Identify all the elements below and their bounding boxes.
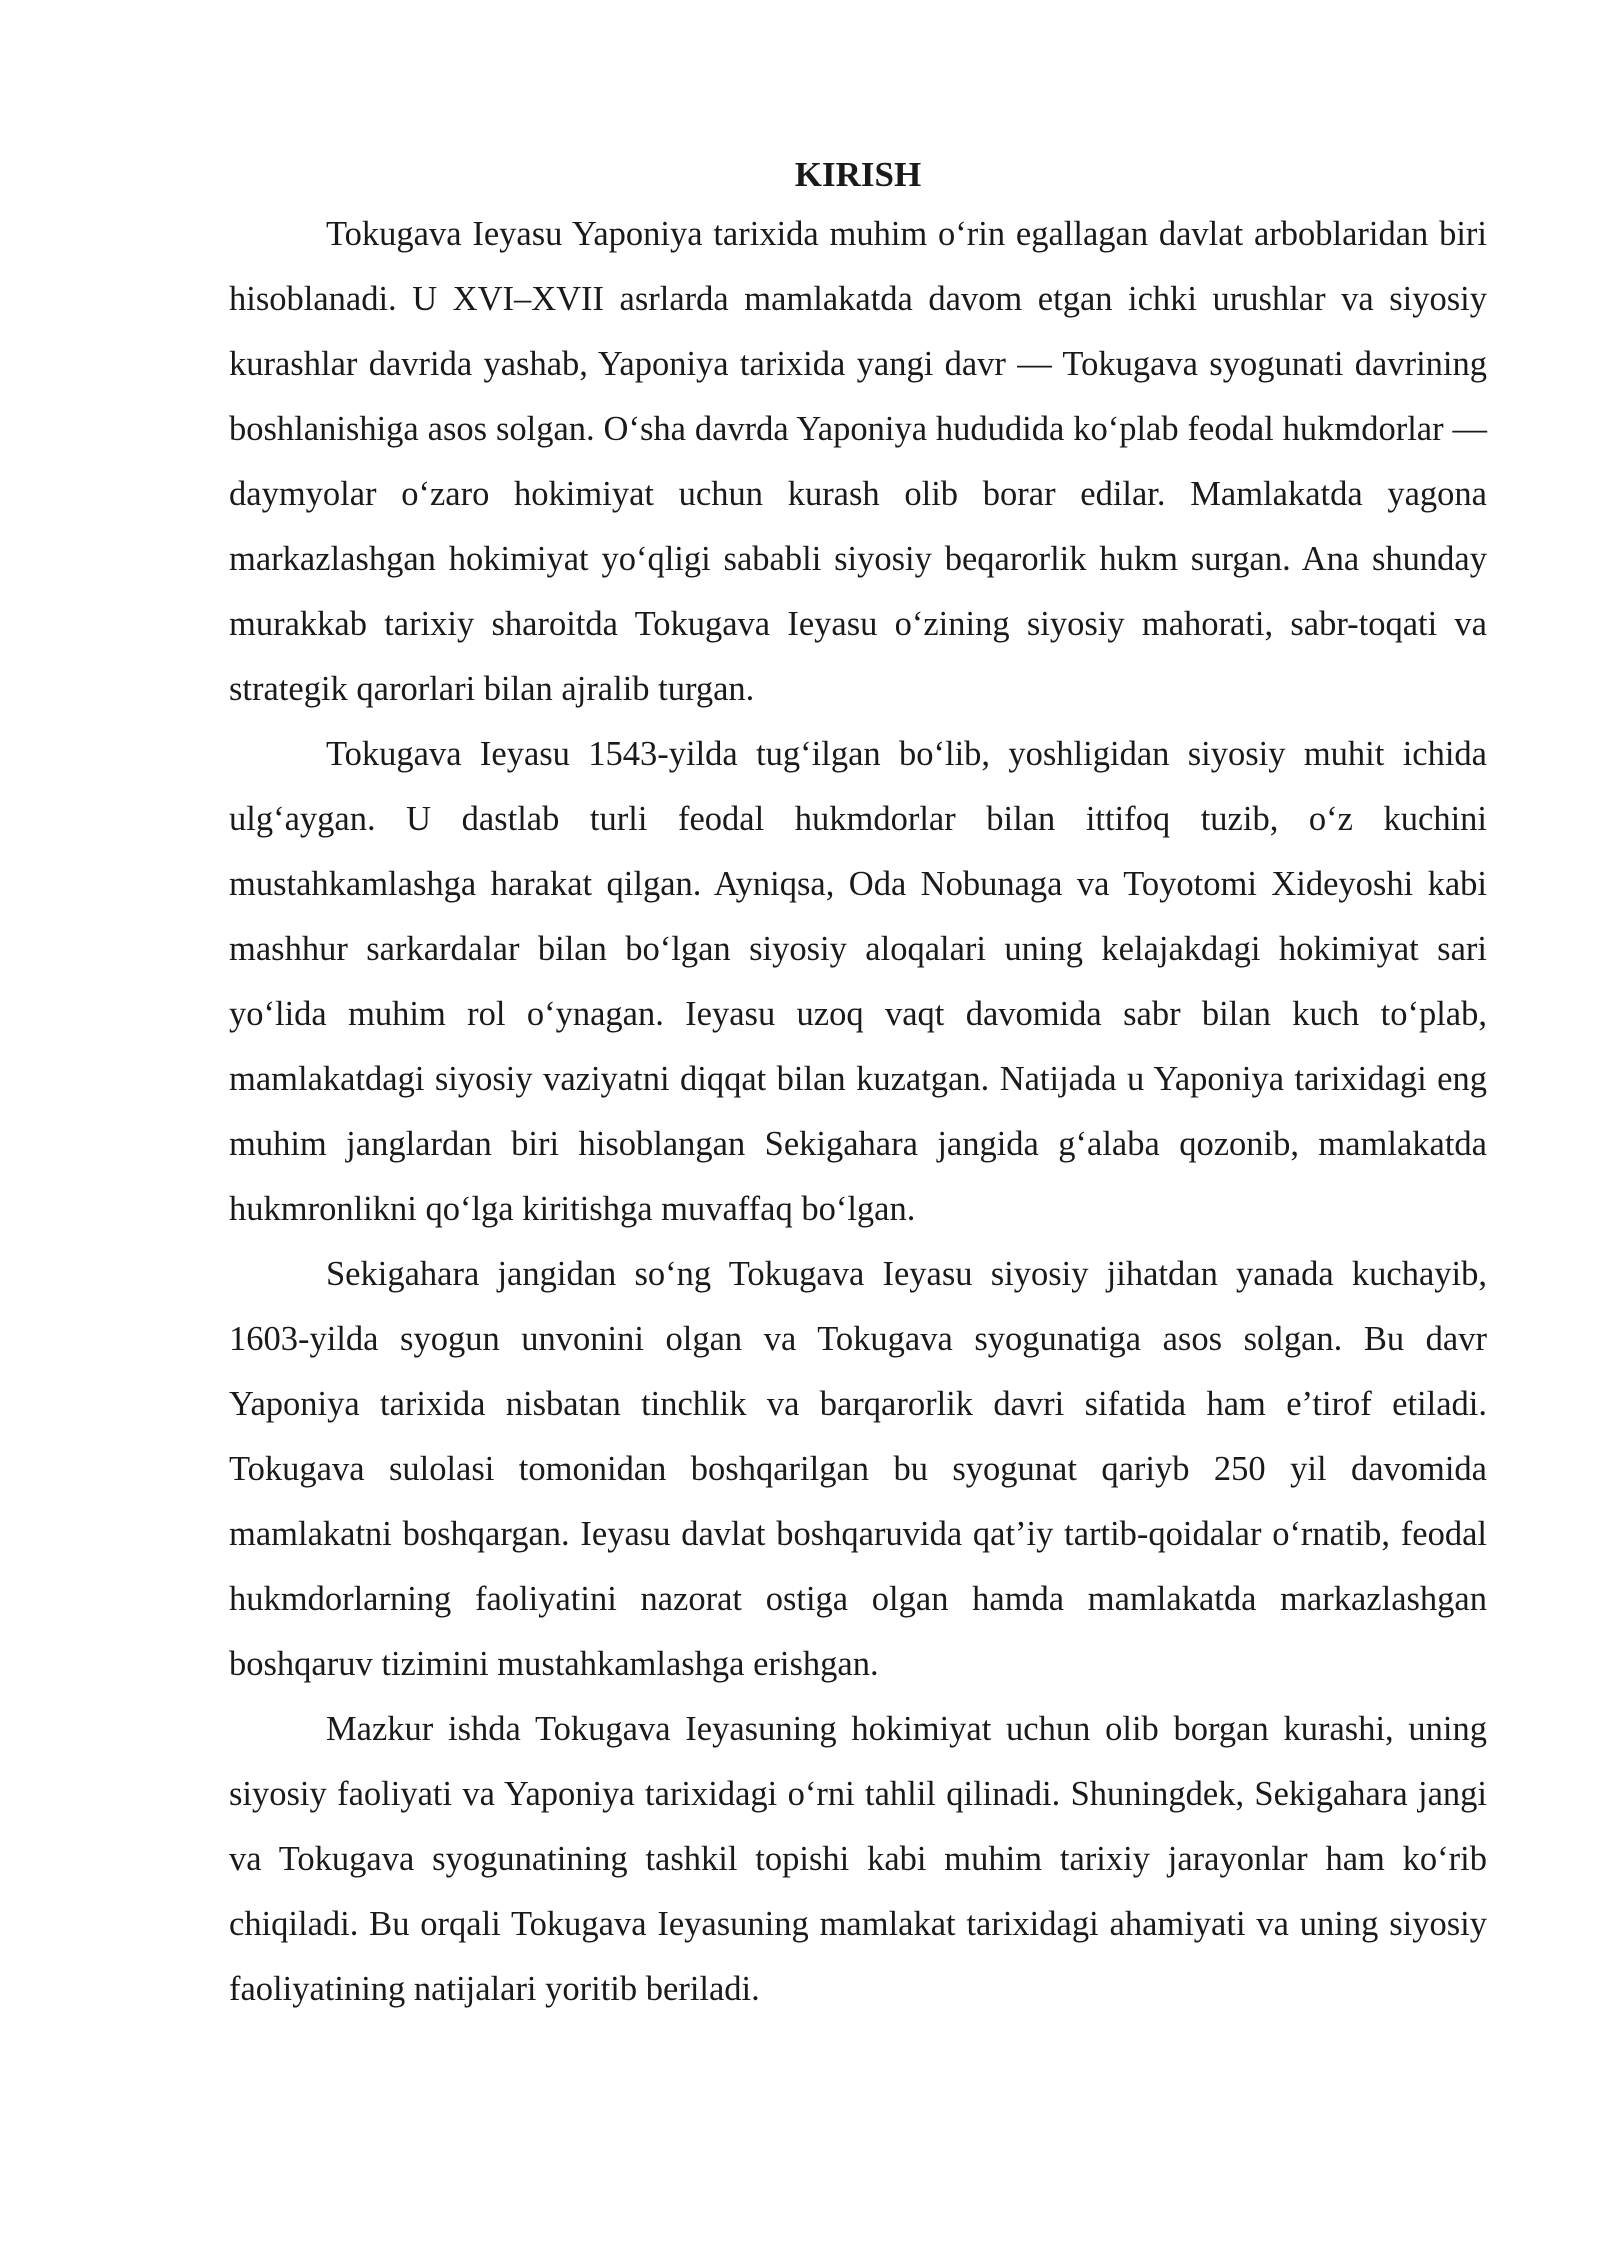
- document-body: [229, 150, 1487, 2022]
- paragraph-4: Mazkur ishda Tokugava Ieyasuning hokimiyat uchun olib borgan kurashi, uning siyosiy faoliyati va Yaponiya tarixidagi o‘rni tahlil qilinadi. Shuningdek, Sekigahara jangi va Tokugava syogunatining tashkil topishi kabi muhim tarixiy jarayonlar ham ko‘rib chiqiladi. Bu orqali Tokugava Ieyasuning mamlakat tarixidagi ahamiyati va uning siyosiy faoliyatining natijalari yoritib beriladi.: [229, 1710, 1487, 2008]
- paragraph-1: Tokugava Ieyasu Yaponiya tarixida muhim o‘rin egallagan davlat arboblaridan biri hisoblanadi. U XVI–XVII asrlarda mamlakatda davom etgan ichki urushlar va siyosiy kurashlar davrida yashab, Yaponiya tarixida yangi davr — Tokugava syogunati davrining boshlanishiga asos solgan. O‘sha davrda Yaponiya hududida ko‘plab feodal hukmdorlar — daymyolar o‘zaro hokimiyat uchun kurash olib borar edilar. Mamlakatda yagona markazlashgan hokimiyat yo‘qligi sababli siyosiy beqarorlik hukm surgan. Ana shunday murakkab tarixiy sharoitda Tokugava Ieyasu o‘zining siyosiy mahorati, sabr-toqati va strategik qarorlari bilan ajralib turgan.: [229, 215, 1487, 708]
- paragraph-3: Sekigahara jangidan so‘ng Tokugava Ieyasu siyosiy jihatdan yanada kuchayib, 1603-yilda syogun unvonini olgan va Tokugava syogunatiga asos solgan. Bu davr Yaponiya tarixida nisbatan tinchlik va barqarorlik davri sifatida ham e’tirof etiladi. Tokugava sulolasi tomonidan boshqarilgan bu syogunat qariyb 250 yil davomida mamlakatni boshqargan. Ieyasu davlat boshqaruvida qat’iy tartib-qoidalar o‘rnatib, feodal hukmdorlarning faoliyatini nazorat ostiga olgan hamda mamlakatda markazlashgan boshqaruv tizimini mustahkamlashga erishgan.: [229, 1255, 1487, 1683]
- paragraph-2: Tokugava Ieyasu 1543-yilda tug‘ilgan bo‘lib, yoshligidan siyosiy muhit ichida ulg‘aygan. U dastlab turli feodal hukmdorlar bilan ittifoq tuzib, o‘z kuchini mustahkamlashga harakat qilgan. Ayniqsa, Oda Nobunaga va Toyotomi Xideyoshi kabi mashhur sarkardalar bilan bo‘lgan siyosiy aloqalari uning kelajakdagi hokimiyat sari yo‘lida muhim rol o‘ynagan. Ieyasu uzoq vaqt davomida sabr bilan kuch to‘plab, mamlakatdagi siyosiy vaziyatni diqqat bilan kuzatgan. Natijada u Yaponiya tarixidagi eng muhim janglardan biri hisoblangan Sekigahara jangida g‘alaba qozonib, mamlakatda hukmronlikni qo‘lga kiritishga muvaffaq bo‘lgan.: [229, 735, 1487, 1228]
- page-title: KIRISH: [794, 155, 922, 194]
